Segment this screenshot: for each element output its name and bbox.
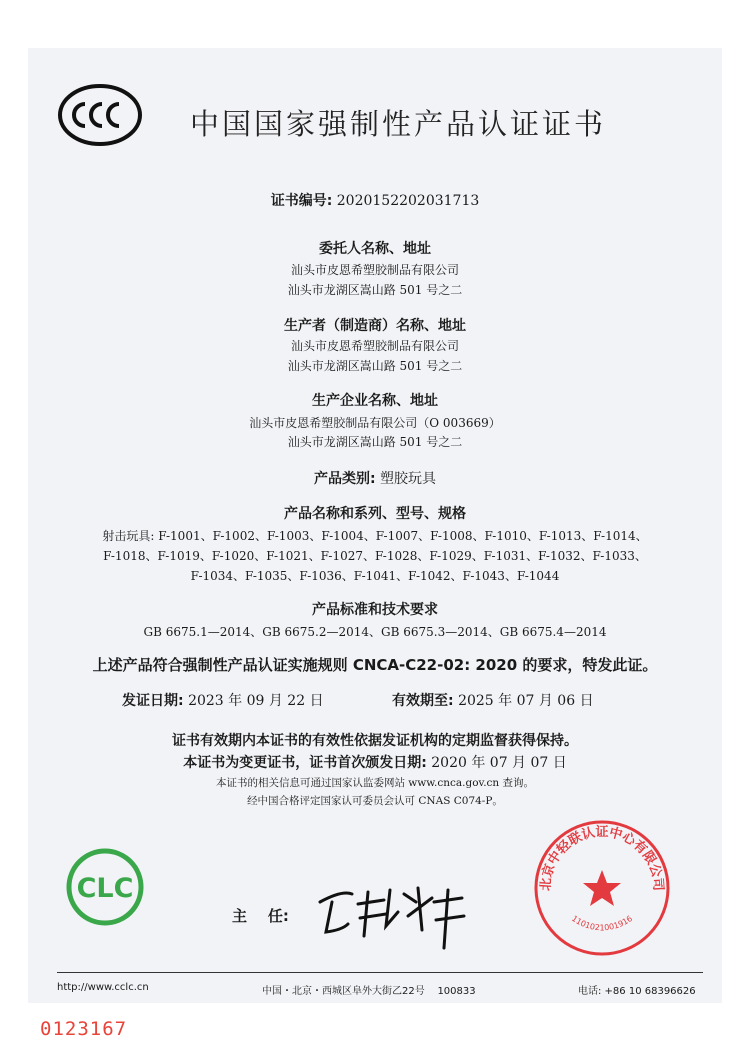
factory-heading: 生产企业名称、地址 [312, 393, 438, 409]
client-name: 汕头市皮恩希塑胶制品有限公司 [290, 263, 459, 277]
issue-date-label: 发证日期: [122, 693, 184, 709]
product-category-value: 塑胶玩具 [380, 471, 437, 487]
director-signature [312, 872, 472, 952]
products-heading: 产品名称和系列、型号、规格 [284, 506, 466, 522]
certificate-number: 2020152202031713 [336, 193, 480, 209]
products-line-2: F-1018、F-1019、F-1020、F-1021、F-1027、F-1028、F-1029、F-1031、F-1032、F-1033、 [103, 549, 647, 563]
seal-code: 1101021001916 [569, 913, 635, 933]
products-line-3: F-1034、F-1035、F-1036、F-1041、F-1042、F-1043、F-1044 [190, 569, 560, 583]
seal-text: 北京中轻联认证中心有限公司 [538, 825, 666, 892]
valid-until-row [392, 690, 594, 710]
director-label: 主 任: [232, 907, 289, 925]
client-heading: 委托人名称、地址 [319, 241, 431, 257]
manufacturer-name: 汕头市皮恩希塑胶制品有限公司 [290, 339, 459, 353]
manufacturer-address: 汕头市龙湖区嵩山路 501 号之二 [287, 359, 463, 373]
star-icon [583, 870, 621, 906]
factory-address: 汕头市龙湖区嵩山路 501 号之二 [287, 435, 463, 449]
product-category-label: 产品类别: [313, 471, 376, 487]
standards-heading: 产品标准和技术要求 [312, 602, 438, 618]
official-seal [532, 818, 672, 958]
certificate-title: 中国国家强制性产品认证证书 [190, 107, 607, 141]
clc-logo [64, 846, 146, 928]
products-line-1: 射击玩具: F-1001、F-1002、F-1003、F-1004、F-1007、F-1008、F-1010、F-1013、F-1014、 [102, 529, 648, 543]
footer-divider [57, 972, 703, 973]
client-address: 汕头市龙湖区嵩山路 501 号之二 [287, 283, 463, 297]
certificate-number-row [0, 190, 750, 210]
footer-website: http://www.cclc.cn [57, 982, 149, 993]
serial-number: 0123167 [40, 1018, 128, 1040]
standards-value: GB 6675.1—2014、GB 6675.2—2014、GB 6675.3—2014、GB 6675.4—2014 [143, 625, 607, 639]
note-cnas: 经中国合格评定国家认可委员会认可 CNAS C074-P。 [247, 795, 503, 807]
change-note-text: 本证书为变更证书，证书首次颁发日期: [183, 755, 427, 771]
issue-date-value: 2023 年 09 月 22 日 [188, 693, 324, 709]
certificate-number-label: 证书编号: [270, 193, 333, 209]
valid-until-label: 有效期至: [392, 693, 454, 709]
footer-phone: 电话: +86 10 68396626 [578, 986, 696, 997]
clc-logo-text: CLC [76, 873, 134, 904]
note-website: 本证书的相关信息可通过国家认监委网站 www.cnca.gov.cn 查询。 [215, 777, 535, 789]
footer-address: 中国・北京・西城区阜外大街乙22号 100833 [262, 986, 476, 997]
first-issue-date: 2020 年 07 月 07 日 [431, 755, 567, 771]
manufacturer-heading: 生产者（制造商）名称、地址 [284, 318, 466, 334]
change-note-row [0, 752, 750, 772]
product-category-row [0, 468, 750, 488]
valid-until-value: 2025 年 07 月 06 日 [458, 693, 594, 709]
factory-name: 汕头市皮恩希塑胶制品有限公司（O 003669） [249, 416, 501, 430]
issue-date-row [122, 690, 324, 710]
compliance-statement: 上述产品符合强制性产品认证实施规则 CNCA-C22-02: 2020 的要求，特发此证。 [92, 656, 658, 674]
ccc-logo [58, 84, 142, 146]
validity-note: 证书有效期内本证书的有效性依据发证机构的定期监督获得保持。 [172, 733, 578, 749]
